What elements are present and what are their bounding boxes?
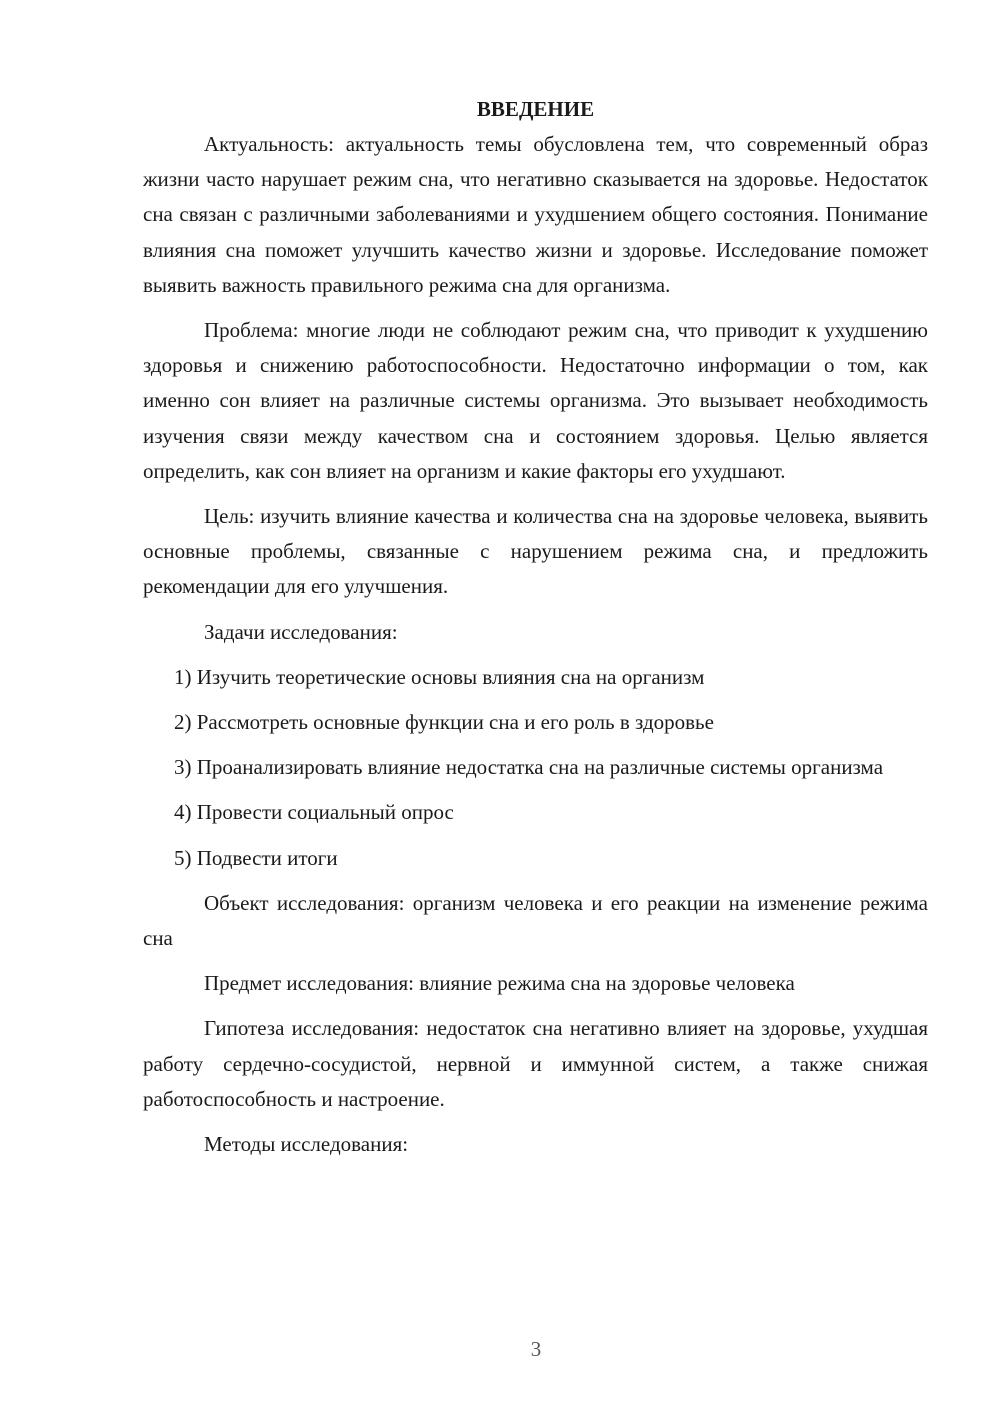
paragraph-tasks-heading: Задачи исследования: [204,619,398,644]
paragraph-hypothesis: Гипотеза исследования: недостаток сна негативно влияет на здоровье, ухудшая работу сердечно-сосудистой, нервной и иммунной систем, а также снижая работоспособность и настроение. [143,1016,928,1111]
paragraph-object: Объект исследования: организм человека и его реакции на изменение режима сна [143,890,928,951]
paragraph-methods: Методы исследования: [204,1132,409,1157]
paragraph-relevance: Актуальность: актуальность темы обусловлена тем, что современный образ жизни часто нарушает режим сна, что негативно сказывается на здоровье. Недостаток сна связан с различными заболеваниями и ухудшением общего состояния. Понимание влияния сна поможет улучшить качество жизни и здоровье. Исследование поможет выявить важность правильного режима сна для организма. [143,132,928,297]
task-item-4: 4) Провести социальный опрос [174,800,454,825]
page-number: 3 [530,1337,542,1361]
task-item-5: 5) Подвести итоги [174,845,338,870]
paragraph-subject: Предмет исследования: влияние режима сна на здоровье человека [204,971,795,996]
task-item-1: 1) Изучить теоретические основы влияния сна на организм [174,664,705,689]
paragraph-goal: Цель: изучить влияние качества и количества сна на здоровье человека, выявить основные проблемы, связанные с нарушением режима сна, и предложить рекомендации для его улучшения. [143,504,928,599]
section-title: ВВЕДЕНИЕ [476,97,595,121]
task-item-2: 2) Рассмотреть основные функции сна и его роль в здоровье [174,710,714,735]
paragraph-problem: Проблема: многие люди не соблюдают режим сна, что приводит к ухудшению здоровья и снижению работоспособности. Недостаточно информации о том, как именно сон влияет на различные системы организма. Это вызывает необходимость изучения связи между качеством сна и состоянием здоровья. Целью является определить, как сон влияет на организм и какие факторы его ухудшают. [143,318,928,483]
task-item-3: 3) Проанализировать влияние недостатка сна на различные системы организма [174,755,884,780]
document-page [143,92,928,1172]
